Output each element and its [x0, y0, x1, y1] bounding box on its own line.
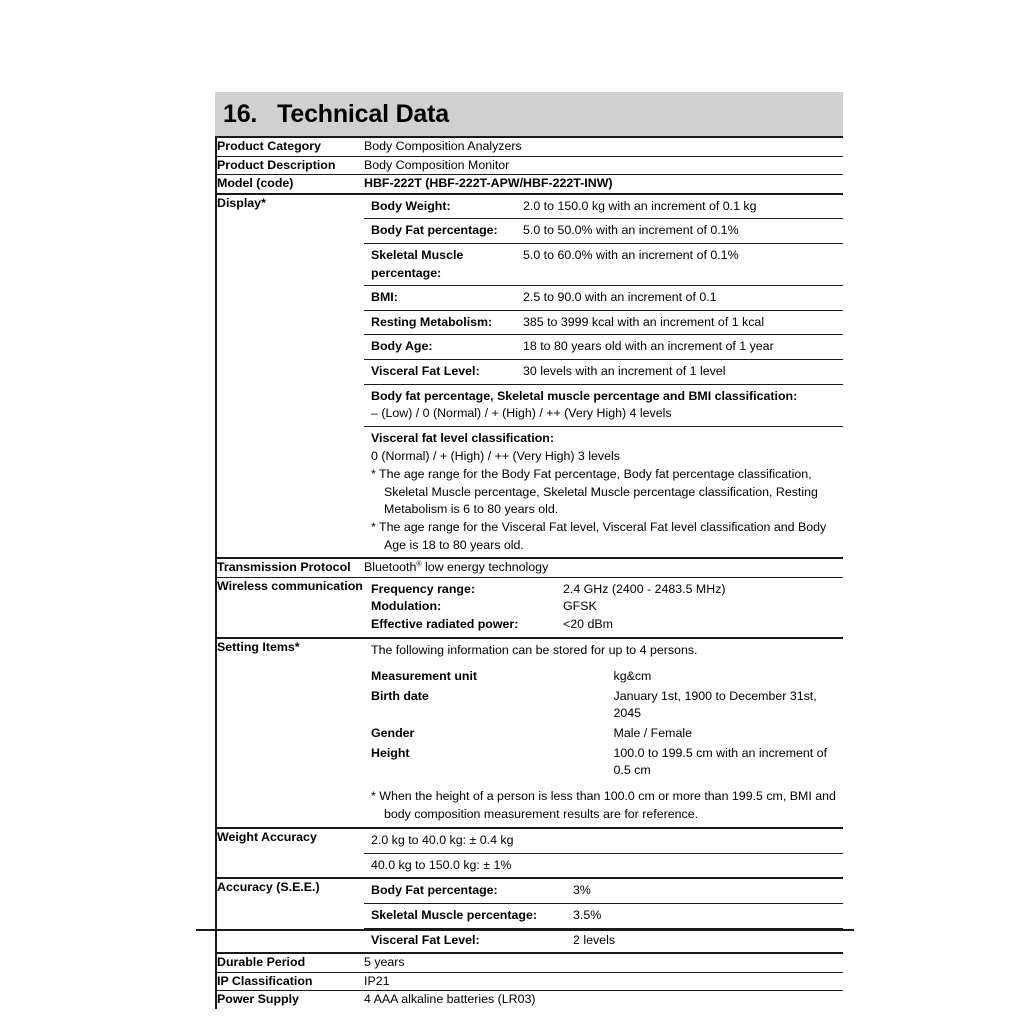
accuracy-key-visceral-fat-level: Visceral Fat Level:: [364, 928, 566, 952]
row-value-product-description: Body Composition Monitor: [364, 157, 510, 172]
row-value-accuracy-see: [364, 878, 843, 953]
weight-accuracy-line-2-row: [364, 853, 843, 877]
wireless-key-modulation: Modulation:: [371, 599, 442, 614]
display-item-skeletal-muscle-percentage: [364, 244, 843, 286]
row-label-setting-items: Setting Items*: [217, 639, 300, 654]
setting-item-birth-date: [364, 687, 843, 724]
row-value-weight-accuracy: [364, 828, 843, 878]
accuracy-item-skeletal-muscle-percentage: [364, 903, 843, 928]
table-row-durable-period: [216, 953, 843, 972]
setting-item-height: [364, 744, 843, 783]
display-footnote-1: * The age range for the Body Fat percentage, Body fat percentage classification, Skeletal Muscle percentage, Skeletal Muscle percentage classification, Resting Metabolism is 6 to 80 years old.: [371, 467, 818, 517]
table-bottom-rule: [196, 929, 854, 931]
display-value-visceral-fat-level: 30 levels with an increment of 1 level: [516, 360, 843, 385]
row-label-model-code: Model (code): [217, 176, 294, 191]
table-row-product-description: [216, 156, 843, 175]
wireless-value-modulation: GFSK: [563, 599, 597, 614]
setting-key-birth-date: Birth date: [371, 688, 429, 703]
wireless-item-effective-radiated-power: [364, 616, 843, 637]
classification-1-line: – (Low) / 0 (Normal) / + (High) / ++ (Very High) 4 levels: [371, 406, 672, 421]
wireless-key-effective-radiated-power: Effective radiated power:: [371, 617, 519, 632]
table-row-transmission-protocol: [216, 558, 843, 577]
section-number: 16.: [223, 99, 258, 128]
table-row-product-category: [216, 137, 843, 156]
row-value-setting-items: [364, 638, 843, 828]
setting-key-measurement-unit: Measurement unit: [371, 669, 478, 684]
accuracy-item-body-fat-percentage: [364, 879, 843, 903]
bluetooth-word: Bluetooth: [364, 560, 417, 575]
display-value-body-weight: 2.0 to 150.0 kg with an increment of 0.1 kg: [523, 198, 757, 213]
setting-item-gender: [364, 724, 843, 744]
display-footnote-2: * The age range for the Visceral Fat level, Visceral Fat level classification and Body Age is 18 to 80 years old.: [371, 519, 827, 552]
display-sub-table: [364, 195, 843, 557]
display-key-skeletal-muscle-percentage: Skeletal Muscle percentage:: [364, 244, 516, 286]
display-key-bmi: BMI:: [364, 286, 516, 311]
row-value-transmission-protocol: [364, 558, 843, 577]
section-title: Technical Data: [277, 99, 449, 128]
table-row-accuracy-see: [216, 878, 843, 953]
row-label-display: Display*: [217, 195, 266, 210]
table-row-display: [216, 194, 843, 558]
accuracy-key-skeletal-muscle-percentage: Skeletal Muscle percentage:: [364, 903, 566, 928]
accuracy-key-body-fat-percentage: Body Fat percentage:: [371, 883, 498, 898]
setting-key-gender: Gender: [371, 726, 415, 741]
display-item-body-weight: [364, 195, 843, 219]
display-item-body-fat-percentage: [364, 219, 843, 244]
row-label-wireless-communication: Wireless communication: [217, 578, 363, 593]
row-label-accuracy-see: Accuracy (S.E.E.): [217, 880, 320, 895]
accuracy-value-visceral-fat-level: 2 levels: [566, 928, 843, 952]
display-value-skeletal-muscle-percentage: 5.0 to 60.0% with an increment of 0.1%: [516, 244, 843, 286]
display-value-body-age: 18 to 80 years old with an increment of 1 year: [516, 335, 843, 360]
row-label-product-category: Product Category: [217, 139, 321, 153]
display-key-body-age: Body Age:: [364, 335, 516, 360]
display-key-body-fat-percentage: Body Fat percentage:: [364, 219, 516, 244]
classification-2-heading: Visceral fat level classification:: [371, 430, 554, 445]
display-item-resting-metabolism: [364, 310, 843, 335]
wireless-item-frequency-range: [364, 578, 843, 599]
setting-item-measurement-unit: [364, 665, 843, 687]
setting-items-intro-row: [364, 639, 843, 666]
setting-value-gender: Male / Female: [613, 726, 693, 741]
accuracy-item-visceral-fat-level: [364, 928, 843, 952]
setting-value-height: 100.0 to 199.5 cm with an increment of 0.5 cm: [613, 745, 828, 778]
display-value-body-fat-percentage: 5.0 to 50.0% with an increment of 0.1%: [516, 219, 843, 244]
weight-accuracy-line-1-row: [364, 829, 843, 853]
setting-items-sub-table: [364, 639, 843, 827]
wireless-item-modulation: [364, 598, 843, 616]
row-label-weight-accuracy: Weight Accuracy: [217, 830, 317, 845]
weight-accuracy-line-2: 40.0 kg to 150.0 kg: ± 1%: [364, 853, 843, 877]
table-row-weight-accuracy: [216, 828, 843, 878]
registered-trademark-icon: ®: [416, 561, 422, 569]
row-value-wireless-communication: [364, 577, 843, 637]
weight-accuracy-line-1: 2.0 kg to 40.0 kg: ± 0.4 kg: [371, 833, 514, 848]
row-value-ip-classification: IP21: [364, 973, 390, 988]
accuracy-value-body-fat-percentage: 3%: [573, 883, 591, 898]
classification-1: [364, 384, 843, 426]
table-row-setting-items: [216, 638, 843, 828]
row-label-durable-period: Durable Period: [217, 955, 306, 970]
display-key-body-weight: Body Weight:: [371, 198, 451, 213]
bluetooth-suffix: low energy technology: [421, 560, 549, 575]
technical-specifications-table: [215, 136, 843, 1009]
table-row-model-code: [216, 175, 843, 194]
wireless-sub-table: [364, 578, 843, 637]
wireless-key-frequency-range: Frequency range:: [371, 581, 475, 596]
section-heading-bar: [215, 92, 843, 136]
row-label-transmission-protocol: Transmission Protocol: [217, 560, 351, 575]
row-value-power-supply: 4 AAA alkaline batteries (LR03): [364, 992, 536, 1007]
setting-value-measurement-unit: kg&cm: [613, 669, 652, 684]
classification-2-line: 0 (Normal) / + (High) / ++ (Very High) 3 levels: [371, 448, 620, 463]
display-value-bmi: 2.5 to 90.0 with an increment of 0.1: [516, 286, 843, 311]
row-value-display: [364, 194, 843, 558]
row-value-product-category: Body Composition Analyzers: [364, 139, 522, 153]
technical-data-sheet: [215, 92, 843, 1009]
setting-key-height: Height: [371, 745, 410, 760]
weight-accuracy-sub-table: [364, 829, 843, 877]
accuracy-see-sub-table: [364, 879, 843, 952]
display-classification-block-1: [364, 384, 843, 426]
display-value-resting-metabolism: 385 to 3999 kcal with an increment of 1 kcal: [516, 310, 843, 335]
setting-value-birth-date: January 1st, 1900 to December 31st, 2045: [613, 688, 817, 721]
row-label-ip-classification: IP Classification: [217, 973, 313, 988]
accuracy-value-skeletal-muscle-percentage: 3.5%: [566, 903, 843, 928]
classification-1-heading: Body fat percentage, Skeletal muscle percentage and BMI classification:: [371, 388, 798, 403]
row-label-product-description: Product Description: [217, 157, 336, 172]
table-row-ip-classification: [216, 972, 843, 991]
row-label-power-supply: Power Supply: [217, 992, 299, 1007]
row-value-durable-period: 5 years: [364, 955, 405, 970]
setting-items-intro: The following information can be stored for up to 4 persons.: [371, 642, 698, 657]
wireless-value-effective-radiated-power: <20 dBm: [563, 617, 613, 632]
display-classification-block-2: [364, 426, 843, 557]
display-key-visceral-fat-level: Visceral Fat Level:: [364, 360, 516, 385]
display-item-bmi: [364, 286, 843, 311]
classification-2: [364, 426, 843, 557]
setting-items-footnote: * When the height of a person is less than 100.0 cm or more than 199.5 cm, BMI and body composition measurement results are for reference.: [371, 788, 836, 821]
wireless-value-frequency-range: 2.4 GHz (2400 - 2483.5 MHz): [563, 581, 726, 596]
setting-items-note-row: [364, 783, 843, 827]
display-item-body-age: [364, 335, 843, 360]
row-value-model-code: HBF-222T (HBF-222T-APW/HBF-222T-INW): [364, 176, 613, 191]
table-row-power-supply: [216, 991, 843, 1009]
display-key-resting-metabolism: Resting Metabolism:: [364, 310, 516, 335]
table-row-wireless-communication: [216, 577, 843, 637]
display-item-visceral-fat-level: [364, 360, 843, 385]
